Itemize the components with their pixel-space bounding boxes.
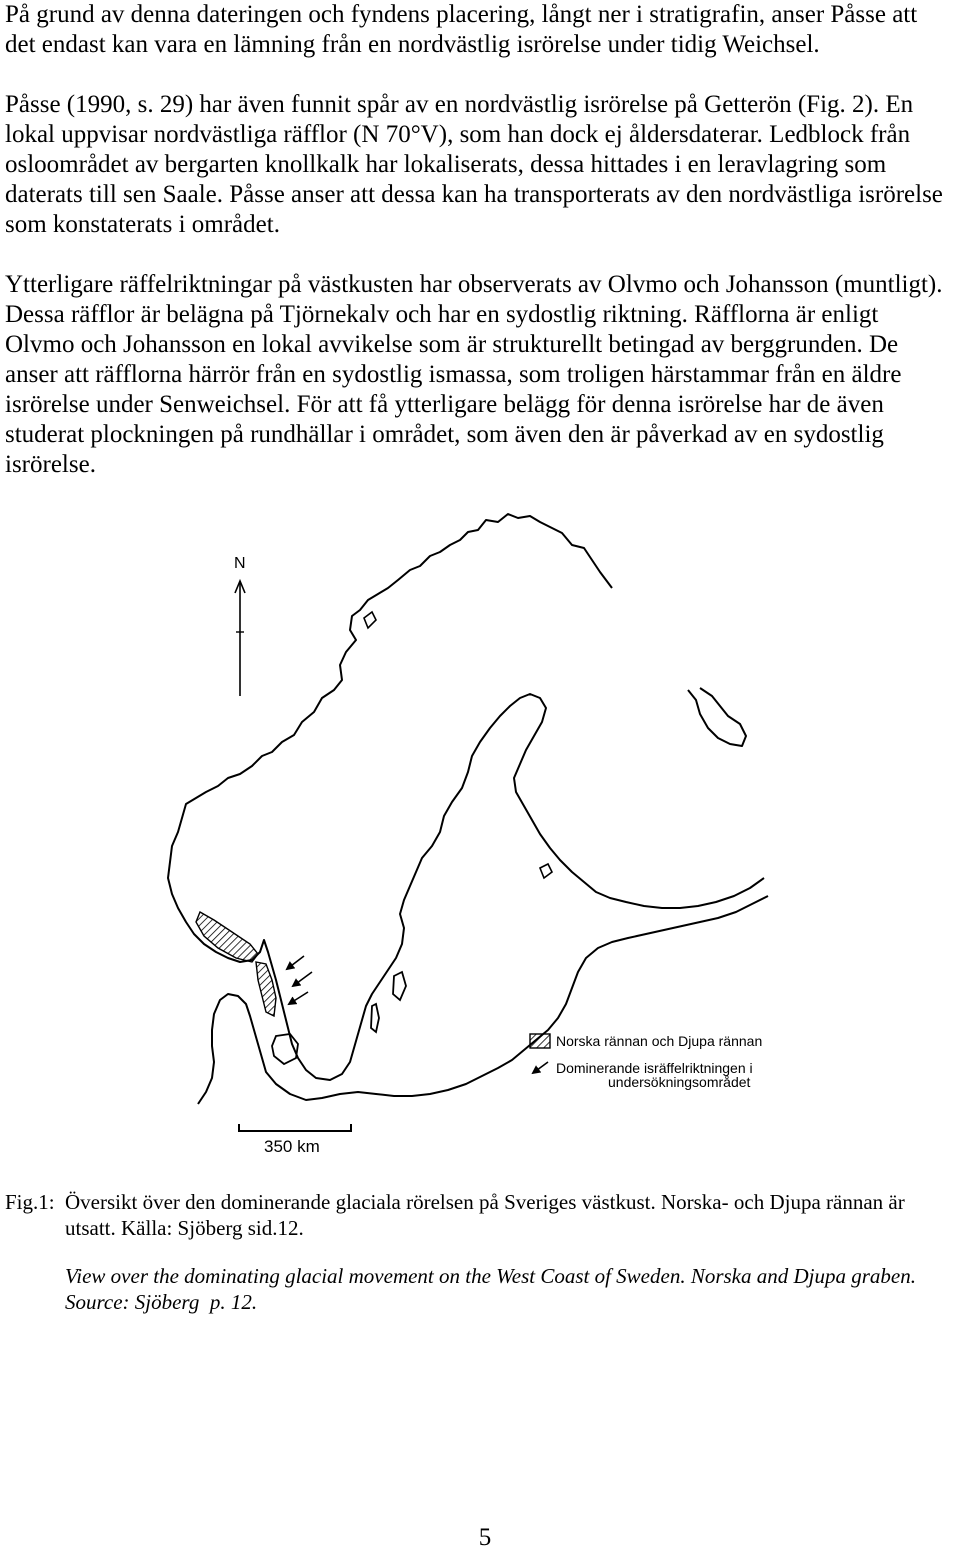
island-lofoten xyxy=(364,612,376,628)
legend-arrow-label: undersökningsområdet xyxy=(608,1074,751,1090)
paragraph-2 xyxy=(5,90,955,240)
map-legend xyxy=(530,1033,762,1090)
north-arrow-icon xyxy=(235,581,245,696)
legend-arrow-label: Dominerande isräffelriktningen i xyxy=(556,1060,753,1076)
caption-swedish xyxy=(65,1189,955,1241)
ice-striation-arrow-icon xyxy=(289,992,308,1004)
island-aland xyxy=(540,864,552,878)
coastline-white-sea xyxy=(688,688,746,746)
legend-hatch-label: Norska rännan och Djupa rännan xyxy=(556,1033,763,1049)
text-line: På grund av denna dateringen och fyndens placering, långt ner i stratigrafin, anser Påsse att xyxy=(5,1,918,28)
ice-striation-arrow-icon xyxy=(287,956,304,969)
text-line: studerat plockningen på rundhällar i området, som även den är påverkad av en sydostlig xyxy=(5,421,884,448)
caption-body xyxy=(65,1189,955,1315)
ice-striation-arrow-icon xyxy=(293,972,312,986)
coastline-scandinavia xyxy=(168,514,764,1080)
body-text xyxy=(5,0,955,510)
text-line: daterats till sen Saale. Påsse anser att dessa kan ha transporterats av den nordvästliga isrörelse xyxy=(5,181,943,208)
ice-striation-arrow-icon xyxy=(533,1062,548,1073)
scale-bar xyxy=(238,1124,352,1131)
text-line: lokal uppvisar nordvästliga räfflor (N 70°V), som han dock ej åldersdaterar. Ledblock från xyxy=(5,121,911,148)
text-line: anser att räfflorna härrör från en sydostlig ismassa, som troligen härstammar från en äldre xyxy=(5,361,902,388)
text-line: Ytterligare räffelriktningar på västkusten har observerats av Olvmo och Johansson (muntligt). xyxy=(5,271,943,298)
text-line: isrörelse. xyxy=(5,451,96,478)
hatched-area-norska-rannan xyxy=(196,912,258,962)
caption-line: Översikt över den dominerande glaciala rörelsen på Sveriges västkust. Norska- och Djupa rännan är xyxy=(65,1190,905,1214)
text-line: Påsse (1990, s. 29) har även funnit spår av en nordvästlig isrörelse på Getterön (Fig. 2). En xyxy=(5,91,914,118)
text-line: Olvmo och Johansson en lokal avvikelse som är strukturellt betingad av berggrunden. De xyxy=(5,331,899,358)
page-number: 5 xyxy=(478,1524,492,1551)
scale-label: 350 km xyxy=(264,1137,320,1156)
map-svg xyxy=(0,500,960,1180)
figure-map xyxy=(0,500,960,1180)
text-line: osloområdet av bergarten knollkalk har lokaliserats, dessa hittades i en leravlagring som xyxy=(5,151,887,178)
paragraph-3 xyxy=(5,270,955,480)
caption-english xyxy=(65,1263,955,1315)
text-line: som konstaterats i området. xyxy=(5,211,280,238)
caption-label: Fig.1: xyxy=(5,1190,55,1214)
paragraph-1 xyxy=(5,0,955,60)
figure-caption xyxy=(5,1189,955,1315)
text-line: isrörelse under Senweichsel. För att få ytterligare belägg för denna isrörelse har de även xyxy=(5,391,884,418)
text-line: Dessa räfflor är belägna på Tjörnekalv och har en sydostlig riktning. Räfflorna är enligt xyxy=(5,301,879,328)
caption-line: Source: Sjöberg p. 12. xyxy=(65,1290,258,1314)
hatched-area-swatch xyxy=(530,1034,550,1048)
caption-line: View over the dominating glacial movement on the West Coast of Sweden. Norska and Djupa graben. xyxy=(65,1264,916,1288)
island-oland xyxy=(371,1004,379,1032)
text-line: det endast kan vara en lämning från en nordvästlig isrörelse under tidig Weichsel. xyxy=(5,31,820,58)
north-label: N xyxy=(234,555,246,572)
island-gotland xyxy=(393,972,406,1000)
caption-line: utsatt. Källa: Sjöberg sid.12. xyxy=(65,1216,304,1240)
